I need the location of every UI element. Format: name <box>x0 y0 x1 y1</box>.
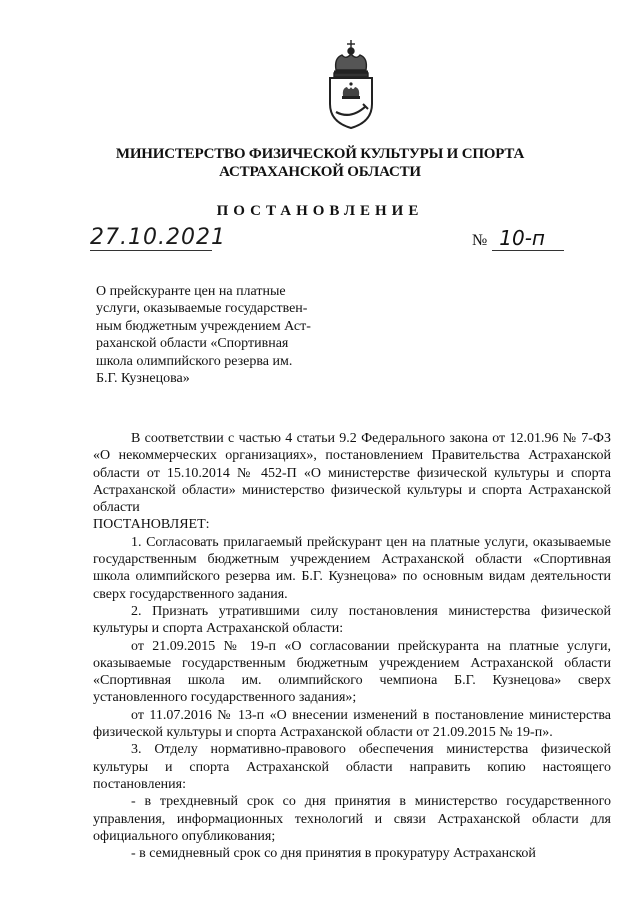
date-underline <box>90 250 212 251</box>
subject-line: Б.Г. Кузнецова» <box>96 371 190 387</box>
document-date: 27.10.2021 <box>90 225 226 250</box>
item-3-paragraph: 3. Отделу нормативно-правового обеспечения министерства физической культуры и спорта Астраханской области направить копию настоящего постановления: <box>93 742 611 792</box>
number-value: 10-п <box>499 226 546 250</box>
item-3a-paragraph: - в трехдневный срок со дня принятия в министерство государственного управления, информационных технологий и связи Астраханской области для официального опубликования; <box>93 794 611 844</box>
ministry-title-line1: МИНИСТЕРСТВО ФИЗИЧЕСКОЙ КУЛЬТУРЫ И СПОРТА <box>115 146 525 162</box>
item-3b-paragraph: - в семидневный срок со дня принятия в прокуратуру Астраханской <box>131 846 536 862</box>
subject-line: ным бюджетным учреждением Аст- <box>96 318 311 334</box>
document-subject <box>96 283 334 387</box>
item-2-paragraph: 2. Признать утратившими силу постановления министерства физической культуры и спорта Астраханской области: <box>93 603 611 637</box>
subject-line: услуги, оказываемые государствен- <box>96 301 308 317</box>
document-number <box>472 226 545 250</box>
document-type: ПОСТАНОВЛЕНИЕ <box>216 203 424 219</box>
item-2b-paragraph: от 11.07.2016 № 13-п «О внесении изменений в постановление министерства физической культуры и спорта Астраханской области от 21.09.2015 № 19-п». <box>93 707 611 741</box>
subject-line: школа олимпийского резерва им. <box>96 353 293 369</box>
subject-line: О прейскуранте цен на платные <box>96 284 286 299</box>
item-1-paragraph: 1. Согласовать прилагаемый прейскурант цен на платные услуги, оказываемые государственным бюджетным учреждением Астраханской области «Спортивная школа олимпийского резерва им. Б.Г. Кузнецова» по основным видам деятельности сверх государственного задания. <box>93 534 611 602</box>
decree-word: ПОСТАНОВЛЯЕТ: <box>93 517 210 533</box>
preamble-paragraph: В соответствии с частью 4 статьи 9.2 Федерального закона от 12.01.96 № 7-ФЗ «О некоммерческих организациях», постановлением Правительства Астраханской области от 15.10.2014 № 452-П «О министерстве физической культуры и спорта Астраханской области» министерство физической культуры и спорта Астраханской области <box>93 431 611 516</box>
number-label: № <box>472 232 488 249</box>
item-2a-paragraph: от 21.09.2015 № 19-п «О согласовании прейскуранта на платные услуги, оказываемые государственным бюджетным учреждением Астраханской области «Спортивная школа им. олимпийского чемпиона Б.Г. Кузнецова» сверх установленного государственного задания»; <box>93 638 611 706</box>
document-body <box>93 430 611 862</box>
subject-line: раханской области «Спортивная <box>96 336 289 352</box>
number-underline <box>492 250 564 251</box>
astrakhan-coat-of-arms-icon <box>322 38 380 130</box>
ministry-title-line2: АСТРАХАНСКОЙ ОБЛАСТИ <box>219 164 421 180</box>
ministry-title <box>0 145 640 181</box>
